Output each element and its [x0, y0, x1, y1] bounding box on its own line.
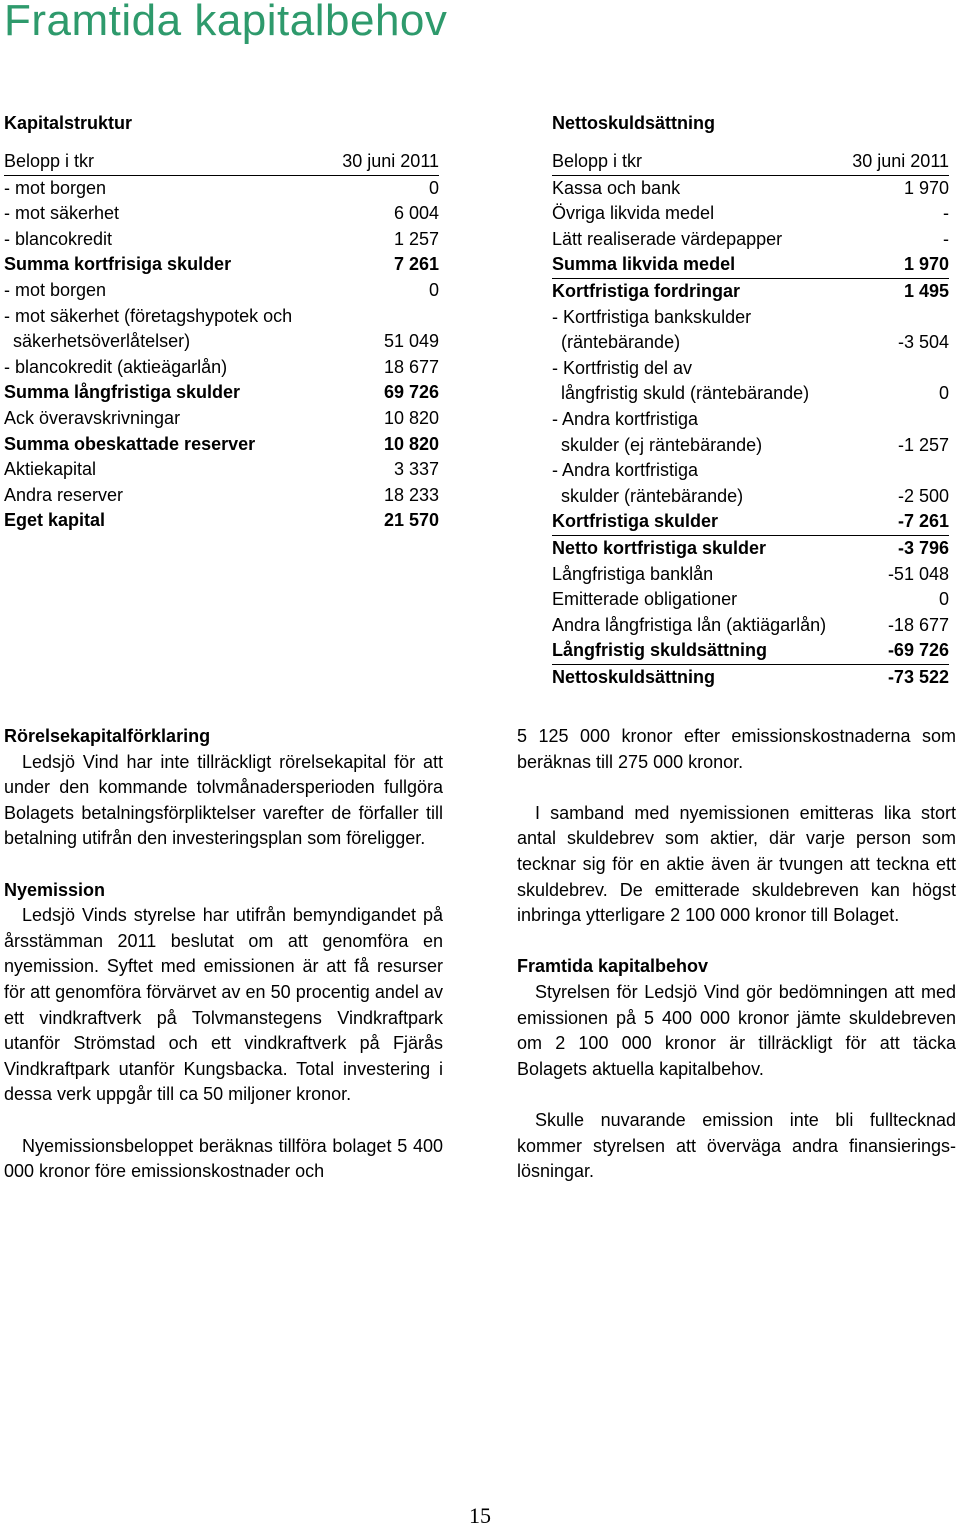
row-label: Summa likvida medel [552, 254, 736, 275]
framtida-heading: Framtida kapitalbehov [517, 956, 709, 977]
row-label: - mot säkerhet (företagshypotek och [4, 305, 293, 326]
row-value: -18 677 [887, 614, 949, 635]
row-label: skulder (räntebärande) [561, 485, 744, 506]
framtida-paragraph-2: Skulle nuvarande emission inte bli fulltecknad kommer styrelsen att överväga andra finansierings-lösningar. [517, 1109, 956, 1182]
row-value: 51 049 [383, 331, 439, 352]
nettoskuld-table [552, 110, 949, 690]
row-value: 0 [428, 177, 439, 198]
row-label: Aktiekapital [4, 459, 97, 480]
row-label: Summa långfristiga skulder [4, 382, 241, 403]
table-row [552, 562, 949, 588]
row-value: -73 522 [887, 666, 949, 687]
row-value: 1 970 [903, 177, 949, 198]
table-row [4, 278, 439, 304]
table-row [552, 458, 949, 484]
row-label: Övriga likvida medel [552, 203, 715, 224]
table-row [4, 432, 439, 458]
header-date: 30 juni 2011 [342, 151, 439, 171]
table-row [4, 329, 439, 355]
row-value: -3 796 [897, 537, 949, 558]
rorelse-paragraph: Ledsjö Vind har inte tillräckligt rörelsekapital för att under den kommande tolvmånadersperioden fullgöra Bolagets betalningsförpliktelser varefter de förfaller till betalning utifrån den investeringsplan som föreligger. [4, 751, 443, 849]
table-row [4, 406, 439, 432]
table-row [552, 433, 949, 459]
table-row [552, 484, 949, 510]
row-value: 0 [428, 279, 439, 300]
header-label: Belopp i tkr [552, 151, 643, 171]
table-row [552, 305, 949, 331]
row-label: Summa obeskattade reserver [4, 433, 256, 454]
page-number: 15 [469, 1503, 491, 1528]
table-row [4, 483, 439, 509]
row-value: 3 337 [393, 459, 439, 480]
row-label: Lätt realiserade värdepapper [552, 228, 783, 249]
row-label: - Kortfristiga bankskulder [552, 306, 752, 327]
row-value: 1 970 [903, 254, 949, 275]
row-value: 21 570 [383, 510, 439, 531]
table-row [4, 380, 439, 406]
table-row [4, 508, 439, 534]
table-row [552, 381, 949, 407]
table-row [552, 407, 949, 433]
row-value: -3 504 [897, 332, 949, 353]
row-label: Emitterade obligationer [552, 589, 738, 610]
row-value: 7 261 [393, 254, 439, 275]
row-label: Kassa och bank [552, 177, 681, 198]
row-value: -1 257 [897, 434, 949, 455]
text-column-right [517, 724, 956, 1185]
row-value: -7 261 [897, 511, 949, 532]
row-label: Netto kortfristiga skulder [552, 537, 767, 558]
table-row [552, 201, 949, 227]
nettoskuld-heading: Nettoskuldsättning [552, 113, 716, 133]
row-value: 10 820 [383, 407, 439, 428]
framtida-paragraph: Styrelsen för Ledsjö Vind gör bedömningen att med emissionen på 5 400 000 kronor jämte skuldebreven om 2 100 000 kronor är tillräckligt för att täcka Bolagets aktuella kapitalbehov. [517, 981, 956, 1079]
row-label: - Andra kortfristiga [552, 408, 699, 429]
continued-paragraph: 5 125 000 kronor efter emissionskostnaderna som beräknas till 275 000 kronor. [517, 726, 956, 772]
table-row [552, 356, 949, 382]
row-label: - blancokredit (aktieägarlån) [4, 356, 228, 377]
table-row [552, 279, 949, 305]
table-row [552, 587, 949, 613]
nyemission-paragraph: Ledsjö Vinds styrelse har utifrån bemyndigandet på årsstämman 2011 beslutat om att genomföra en nyemission. Syftet med emissionen är att få resurser för att genomföra förvärvet av en 50 procentig andel av ett vindkraftverk på Tolvmanstegens Vindkraftpark utanför Strömstad och ett vindkraftverk på Fjärås Vindkraftpark utanför Kungsbacka. Total investering i dessa verk uppgår till ca 50 miljoner kronor. [4, 905, 443, 1105]
header-date: 30 juni 2011 [852, 151, 949, 171]
kapitalstruktur-heading: Kapitalstruktur [4, 113, 133, 133]
table-row [552, 536, 949, 562]
row-label: - mot borgen [4, 177, 107, 198]
row-label: Nettoskuldsättning [552, 666, 716, 687]
row-value: - [943, 228, 949, 249]
row-label: Kortfristiga fordringar [552, 280, 741, 301]
row-value: 10 820 [383, 433, 439, 454]
header-label: Belopp i tkr [4, 151, 95, 171]
rorelse-heading: Rörelsekapitalförklaring [4, 726, 211, 746]
row-label: - blancokredit [4, 228, 113, 249]
nyemission-paragraph-2: Nyemissionsbeloppet beräknas tillföra bolaget 5 400 000 kronor före emissionskostnader och [4, 1135, 443, 1182]
kapitalstruktur-table [4, 110, 439, 534]
table-row [552, 509, 949, 536]
row-value: -51 048 [887, 563, 949, 584]
text-column-left [4, 724, 443, 1185]
row-label: skulder (ej räntebärande) [561, 434, 763, 455]
table-row [4, 252, 439, 278]
table-row [552, 176, 949, 202]
row-value: 1 257 [393, 228, 439, 249]
kapitalstruktur-header-row [4, 149, 439, 176]
row-value: 6 004 [393, 203, 439, 224]
page-title: Framtida kapitalbehov [4, 0, 448, 45]
row-label: Summa kortfrisiga skulder [4, 254, 232, 275]
row-label: (räntebärande) [561, 332, 681, 353]
row-value: - [943, 203, 949, 224]
row-label: Kortfristiga skulder [552, 511, 719, 532]
row-label: - mot borgen [4, 279, 107, 300]
row-label: Andra reserver [4, 484, 124, 505]
skuldebrev-paragraph: I samband med nyemissionen emitteras lika stort antal skuldebrev som aktier, där varje person som tecknar sig för en aktie även är tvungen att teckna ett skuldebrev. De emitterade skuldebreven kan högst inbringa ytterligare 2 100 000 kronor till Bolaget. [517, 802, 956, 926]
table-row [4, 176, 439, 202]
nettoskuld-header-row [552, 149, 949, 176]
table-row [4, 355, 439, 381]
row-value: 69 726 [383, 382, 439, 403]
table-row [552, 665, 949, 691]
row-value: 18 677 [383, 356, 439, 377]
row-label: säkerhetsöverlåtelser) [13, 331, 191, 352]
row-label: Andra långfristiga lån (aktiägarlån) [552, 614, 827, 635]
table-row [4, 201, 439, 227]
row-value: 1 495 [903, 280, 949, 301]
row-label: långfristig skuld (räntebärande) [561, 383, 810, 404]
row-value: -69 726 [887, 640, 949, 661]
row-label: Långfristig skuldsättning [552, 640, 768, 661]
row-label: - Andra kortfristiga [552, 460, 699, 481]
row-value: 0 [938, 589, 949, 610]
table-row [4, 457, 439, 483]
row-value: -2 500 [897, 485, 949, 506]
row-label: - Kortfristig del av [552, 357, 693, 378]
row-label: - mot säkerhet [4, 203, 120, 224]
row-label: Långfristiga banklån [552, 563, 714, 584]
table-row [552, 252, 949, 279]
table-row [552, 330, 949, 356]
table-row [552, 227, 949, 253]
row-value: 18 233 [383, 484, 439, 505]
row-label: Ack överavskrivningar [4, 407, 181, 428]
table-row [552, 613, 949, 639]
row-value: 0 [938, 383, 949, 404]
row-label: Eget kapital [4, 510, 106, 531]
table-row [552, 638, 949, 665]
table-row [4, 227, 439, 253]
table-row [4, 304, 439, 330]
nyemission-heading: Nyemission [4, 879, 106, 900]
